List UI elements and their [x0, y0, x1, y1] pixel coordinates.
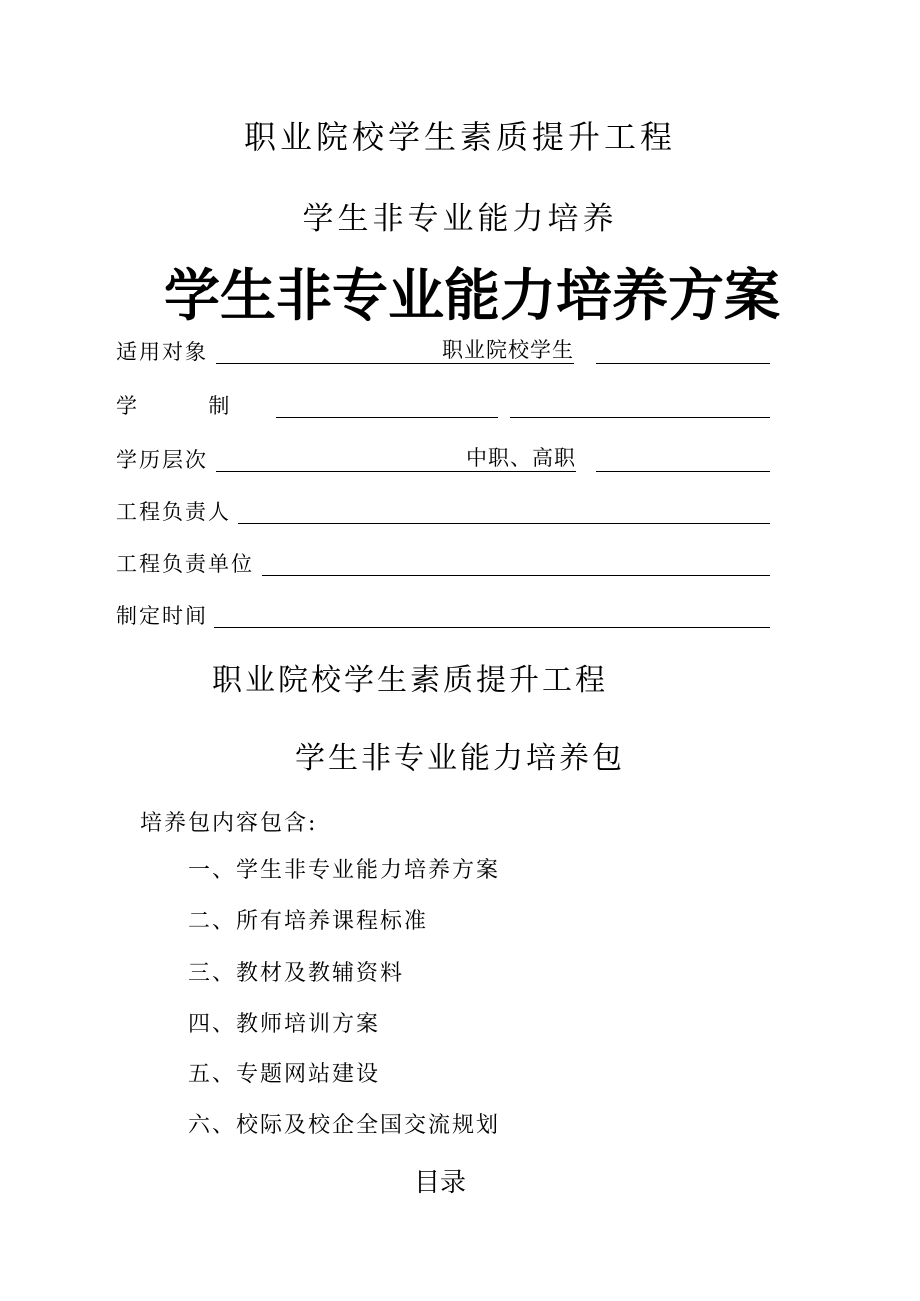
package-project-title: 职业院校学生素质提升工程 — [212, 663, 608, 698]
list-item: 一、学生非专业能力培养方案 — [188, 858, 501, 883]
field-label: 工程负责人 — [116, 500, 231, 524]
field-label: 适用对象 — [116, 340, 208, 364]
main-title: 学生非专业能力培养方案 — [164, 264, 780, 329]
field-underline — [238, 523, 770, 524]
field-underline — [596, 363, 770, 364]
field-study-length — [116, 392, 770, 422]
field-target-audience — [116, 338, 770, 368]
field-label: 学 制 — [116, 394, 232, 418]
field-value: 中职、高职 — [466, 446, 576, 470]
field-underline — [276, 417, 498, 418]
list-item: 三、教材及教辅资料 — [188, 961, 405, 986]
field-underline — [216, 471, 466, 472]
field-education-level — [116, 446, 770, 476]
field-underline — [262, 575, 770, 576]
field-underline — [216, 363, 442, 364]
field-underline — [214, 627, 770, 628]
field-underline — [510, 417, 770, 418]
list-item: 二、所有培养课程标准 — [188, 909, 429, 934]
field-underline — [596, 471, 770, 472]
list-item: 五、专题网站建设 — [188, 1062, 381, 1087]
list-item: 四、教师培训方案 — [188, 1012, 381, 1037]
list-item: 六、校际及校企全国交流规划 — [188, 1113, 501, 1138]
field-label: 工程负责单位 — [116, 552, 254, 576]
package-intro: 培养包内容包含: — [140, 811, 318, 836]
field-date — [116, 602, 770, 632]
field-project-leader — [116, 498, 770, 528]
package-title: 学生非专业能力培养包 — [295, 741, 625, 776]
field-value: 职业院校学生 — [442, 338, 574, 362]
field-responsible-unit — [116, 550, 770, 580]
toc-title: 目录 — [413, 1168, 466, 1198]
field-label: 学历层次 — [116, 448, 208, 472]
project-title: 职业院校学生素质提升工程 — [243, 118, 676, 156]
subtitle: 学生非专业能力培养 — [302, 201, 618, 237]
field-label: 制定时间 — [116, 604, 208, 628]
